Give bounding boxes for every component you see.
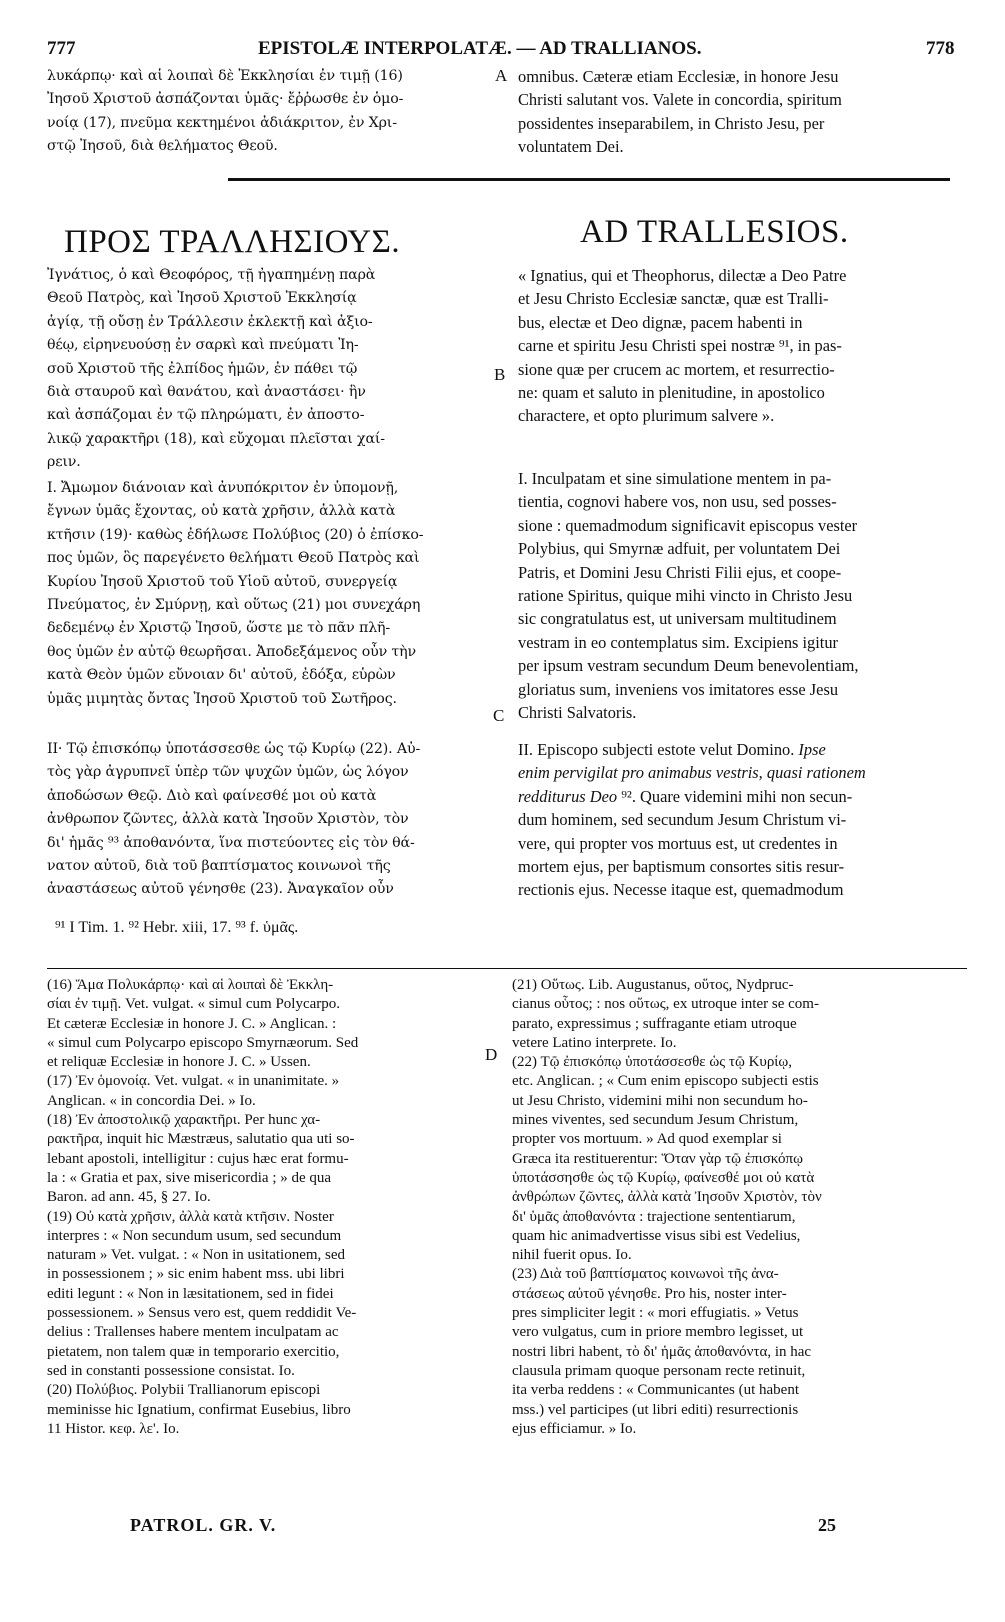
text-line: mines viventes, sed secundum Jesum Christum, bbox=[512, 1112, 799, 1129]
text-line: θος ὑμῶν ἐν αὐτῷ θεωρῆσαι. Ἀποδεξάμενος οὖν τὴν bbox=[47, 643, 416, 660]
text-line: 11 Histor. κεφ. λε'. Io. bbox=[47, 1420, 180, 1437]
top-latin-block bbox=[518, 65, 968, 159]
text-line: ἀνθρωπον ζῶντες, ἀλλὰ κατὰ Ἰησοῦν Χριστὸν, τὸν bbox=[47, 811, 409, 828]
text-line: Græca ita restituerentur: Ὅταν γὰρ τῷ ἐπισκόπῳ bbox=[512, 1150, 803, 1167]
intro-greek bbox=[47, 264, 512, 475]
text-line: Anglican. « in concordia Dei. » Io. bbox=[47, 1092, 256, 1109]
text-line: ρειν. bbox=[47, 454, 81, 471]
margin-mark-c: C bbox=[493, 706, 505, 725]
section2-greek bbox=[47, 738, 512, 902]
text-line: κτῆσιν (19)· καθὼς ἐδήλωσε Πολύβιος (20) ὁ ἐπίσκο- bbox=[47, 526, 424, 543]
text-line: vestram in eo contemplatus sim. Excipiens igitur bbox=[518, 632, 839, 652]
text-line: possidentes inseparabilem, in Christo Jesu, per bbox=[518, 113, 825, 133]
text-line: νοίᾳ (17), πνεῦμα κεκτημένοι ἀδιάκριτον, ἐν Χρι- bbox=[47, 114, 397, 131]
text-line: charactere, et opto plurimum salvere ». bbox=[518, 406, 775, 426]
separator-rule bbox=[228, 178, 950, 181]
text-line: (19) Οὐ κατὰ χρῆσιν, ἀλλὰ κατὰ κτῆσιν. Noster bbox=[47, 1208, 334, 1225]
text-line: ut Jesu Christo, videmini mihi non secundum ho- bbox=[512, 1092, 808, 1109]
text-line: II· Τῷ ἐπισκόπῳ ὑποτάσσεσθε ὡς τῷ Κυρίῳ (22). Αὐ- bbox=[47, 741, 421, 757]
footnotes-left bbox=[47, 976, 502, 1439]
text-line: σίαι ἐν τιμῇ. Vet. vulgat. « simul cum Polycarpo. bbox=[47, 996, 341, 1013]
text-line: λικῷ χαρακτῆρι (18), καὶ εὔχομαι πλεῖσται χαί- bbox=[47, 430, 385, 447]
footer-volume: PATROL. GR. V. bbox=[130, 1515, 277, 1535]
text-line: nihil fuerit opus. Io. bbox=[512, 1247, 632, 1264]
text-line: et Jesu Christo Ecclesiæ sanctæ, quæ est Tralli- bbox=[518, 289, 829, 309]
text-line: Christi salutant vos. Valete in concordia, spiritum bbox=[518, 90, 842, 110]
text-line: Κυρίου Ἰησοῦ Χριστοῦ τοῦ Υἱοῦ αὐτοῦ, συνεργείᾳ bbox=[47, 573, 398, 590]
text-line: parato, expressimus ; suffragante etiam utroque bbox=[512, 1015, 797, 1032]
text-line: quam hic animadvertisse visus sibi est Vedelius, bbox=[512, 1227, 801, 1244]
text-line: tientia, cognovi habere vos, non usu, sed posses- bbox=[518, 492, 837, 512]
text-line: II. Episcopo subjecti estote velut Domino. Ipse bbox=[518, 740, 826, 759]
text-line: dum hominem, sed secundum Jesum Christum vi- bbox=[518, 810, 847, 830]
text-line: voluntatem Dei. bbox=[518, 137, 624, 157]
text-line: possessionem. » Sensus vero est, quem reddidit Ve- bbox=[47, 1305, 357, 1322]
text-line: κατὰ Θεὸν ὑμῶν εὔνοιαν δι' αὐτοῦ, ἐδόξα, εὑρὼν bbox=[47, 667, 396, 684]
top-greek-block bbox=[47, 65, 512, 159]
margin-mark-b: B bbox=[494, 365, 506, 384]
text-line: λυκάρπῳ· καὶ αἱ λοιπαὶ δὲ Ἐκκλησίαι ἐν τιμῇ (16) bbox=[47, 68, 403, 84]
text-line: (22) Τῷ ἐπισκόπῳ ὑποτάσσεσθε ὡς τῷ Κυρίῳ, bbox=[512, 1054, 792, 1071]
text-line: bus, electæ et Deo dignæ, pacem habenti in bbox=[518, 312, 803, 332]
text-line: interpres : « Non secundum usum, sed secundum bbox=[47, 1227, 342, 1244]
scripture-notes: ⁹¹ I Tim. 1. ⁹² Hebr. xiii, 17. ⁹³ f. ὑμᾶς. bbox=[55, 919, 299, 936]
text-line: δι' ἡμᾶς ⁹³ ἀποθανόντα, ἵνα πιστεύοντες εἰς τὸν θά- bbox=[47, 834, 415, 851]
text-line: ὑμᾶς μιμητὰς ὄντας Ἰησοῦ Χριστοῦ τοῦ Σωτῆρος. bbox=[47, 690, 397, 707]
text-line: νατον αὐτοῦ, διὰ τοῦ βαπτίσματος κοινωνοὶ τῆς bbox=[47, 858, 391, 875]
text-line: Et cæteræ Ecclesiæ in honore J. C. » Anglican. : bbox=[47, 1015, 337, 1032]
text-line: ὑποτάσσησθε ὡς τῷ Κυρίῳ, φαίνεσθέ μοι οὐ κατὰ bbox=[512, 1169, 815, 1186]
text-line: meminisse hic Ignatium, confirmat Eusebius, libro bbox=[47, 1401, 351, 1418]
text-line: θέῳ, εἰρηνευούσῃ ἐν σαρκὶ καὶ πνεύματι Ἰη- bbox=[47, 337, 359, 354]
text-line: διὰ σταυροῦ καὶ θανάτου, καὶ ἀναστάσει· ἣν bbox=[47, 384, 366, 401]
footnotes-right bbox=[512, 976, 967, 1439]
margin-mark-a: A bbox=[495, 66, 508, 85]
section1-greek bbox=[47, 477, 512, 711]
text-line: carne et spiritu Jesu Christi spei nostræ ⁹¹, in pas- bbox=[518, 336, 842, 356]
text-line: ejus efficiamur. » Io. bbox=[512, 1420, 637, 1437]
text-line: pres simpliciter legit : « mori effugiatis. » Vetus bbox=[512, 1305, 799, 1322]
footer-signature: 25 bbox=[818, 1515, 836, 1535]
text-line: I. Ἄμωμον διάνοιαν καὶ ἀνυπόκριτον ἐν ὑπομονῇ, bbox=[47, 480, 399, 496]
text-line: Πνεύματος, ἐν Σμύρνῃ, καὶ οὕτως (21) μοι συνεχάρη bbox=[47, 597, 421, 614]
text-line: sic congratulatus est, ut universam multitudinem bbox=[518, 609, 837, 629]
text-line: sione quæ per crucem ac mortem, et resurrectio- bbox=[518, 359, 835, 379]
text-line: δεδεμένῳ ἐν Χριστῷ Ἰησοῦ, ὥστε με τὸ πᾶν πλῆ- bbox=[47, 620, 391, 637]
section2-latin bbox=[518, 738, 968, 902]
running-title: EPISTOLÆ INTERPOLATÆ. — AD TRALLIANOS. bbox=[258, 38, 702, 59]
section1-latin bbox=[518, 467, 968, 724]
text-line: ἀνθρώπων ζῶντες, ἀλλὰ κατὰ Ἰησοῦν Χριστὸν, τὸν bbox=[512, 1189, 822, 1206]
text-line: vere, qui propter vos mortuus est, ut credentes in bbox=[518, 833, 838, 853]
page-number-right: 778 bbox=[926, 38, 955, 59]
text-line: ita verba reddens : « Communicantes (ut habent bbox=[512, 1382, 799, 1399]
text-line: (23) Διὰ τοῦ βαπτίσματος κοινωνοὶ τῆς ἀνα- bbox=[512, 1266, 779, 1283]
text-line: nostri libri habent, τὸ δι' ἡμᾶς ἀποθανόντα, in hac bbox=[512, 1343, 812, 1360]
text-line: ἁγίᾳ, τῇ οὔσῃ ἐν Τράλλεσιν ἐκλεκτῇ καὶ ἀξιο- bbox=[47, 313, 373, 330]
text-line: et reliquæ Ecclesiæ in honore J. C. » Ussen. bbox=[47, 1054, 311, 1071]
text-line: vero vulgatus, cum in priore membro legisset, ut bbox=[512, 1324, 804, 1341]
margin-mark-d: D bbox=[485, 1045, 498, 1064]
greek-title: ΠΡΟΣ ΤΡΑΛΛΗΣΙΟΥΣ. bbox=[64, 224, 401, 260]
text-line: (17) Ἐν ὁμονοίᾳ. Vet. vulgat. « in unanimitate. » bbox=[47, 1073, 340, 1090]
page-number-left: 777 bbox=[47, 38, 76, 59]
text-line: Θεοῦ Πατρὸς, καὶ Ἰησοῦ Χριστοῦ Ἐκκλησίᾳ bbox=[47, 290, 357, 307]
text-line: enim pervigilat pro animabus vestris, quasi rationem bbox=[518, 763, 866, 783]
text-line: redditurus Deo ⁹². Quare videmini mihi non secun- bbox=[518, 786, 853, 806]
text-line: cianus οὗτος; : nos οὕτως, ex utroque inter se com- bbox=[512, 996, 819, 1013]
text-line: omnibus. Cæteræ etiam Ecclesiæ, in honore Jesu bbox=[518, 67, 839, 86]
text-line: la : « Gratia et pax, sive misericordia ; » de qua bbox=[47, 1169, 332, 1186]
text-line: mss.) vel participes (ut libri editi) resurrectionis bbox=[512, 1401, 799, 1418]
text-line: « Ignatius, qui et Theophorus, dilectæ a Deo Patre bbox=[518, 266, 847, 285]
text-line: Baron. ad ann. 45, § 27. Io. bbox=[47, 1189, 211, 1206]
text-line: ρακτῆρα, inquit hic Mæstræus, salutatio qua uti so- bbox=[47, 1131, 355, 1148]
text-line: vetere Latino interprete. Io. bbox=[512, 1034, 677, 1051]
text-line: clausula primam quoque personam recte retinuit, bbox=[512, 1362, 806, 1379]
text-line: Patris, et Domini Jesu Christi Filii ejus, et coope- bbox=[518, 562, 842, 582]
text-line: στῷ Ἰησοῦ, διὰ θελήματος Θεοῦ. bbox=[47, 138, 278, 155]
text-line: in possessionem ; » sic enim habent mss. ubi libri bbox=[47, 1266, 345, 1283]
text-line: (20) Πολύβιος. Polybii Trallianorum episcopi bbox=[47, 1382, 321, 1399]
text-line: καὶ ἀσπάζομαι ἐν τῷ πληρώματι, ἐν ἀποστο- bbox=[47, 407, 365, 424]
text-line: per ipsum vestram secundum Deum benevolentiam, bbox=[518, 656, 859, 676]
text-line: δι' ὑμᾶς ἀποθανόντα : trajectione sententiarum, bbox=[512, 1208, 796, 1225]
text-line: τὸς γὰρ ἀγρυπνεῖ ὑπὲρ τῶν ψυχῶν ὑμῶν, ὡς λόγον bbox=[47, 764, 409, 781]
text-line: propter vos mortuum. » Ad quod exemplar si bbox=[512, 1131, 782, 1148]
text-line: πος ὑμῶν, ὃς παρεγένετο θελήματι Θεοῦ Πατρὸς καὶ bbox=[47, 550, 420, 567]
text-line: ratione Spiritus, quique mihi vincto in Christo Jesu bbox=[518, 586, 853, 606]
text-line: (21) Οὕτως. Lib. Augustanus, οὕτος, Nydpruc- bbox=[512, 977, 794, 993]
text-line: « simul cum Polycarpo episcopo Smyrnæorum. Sed bbox=[47, 1034, 359, 1051]
text-line: sed in constanti possessione consistat. Io. bbox=[47, 1362, 295, 1379]
text-line: ne: quam et saluto in plenitudine, in apostolico bbox=[518, 383, 825, 403]
text-line: mortem ejus, per baptismum consortes sitis resur- bbox=[518, 857, 845, 877]
text-line: sione : quemadmodum significavit episcopus vester bbox=[518, 515, 858, 535]
text-line: ἀναστάσεως αὐτοῦ γένησθε (23). Ἀναγκαῖον οὖν bbox=[47, 881, 394, 898]
text-line: pietatem, non talem quæ in temporario exercitio, bbox=[47, 1343, 340, 1360]
text-line: rectionis ejus. Necesse itaque est, quemadmodum bbox=[518, 880, 844, 900]
text-line: σοῦ Χριστοῦ τῆς ἐλπίδος ἡμῶν, ἐν πάθει τῷ bbox=[47, 360, 358, 377]
text-line: Ἰησοῦ Χριστοῦ ἀσπάζονται ὑμᾶς· ἔῤῥωσθε ἐν ὁμο- bbox=[47, 91, 404, 108]
text-line: Polybius, qui Smyrnæ adfuit, per voluntatem Dei bbox=[518, 539, 841, 559]
text-line: etc. Anglican. ; « Cum enim episcopo subjecti estis bbox=[512, 1073, 819, 1090]
text-line: Christi Salvatoris. bbox=[518, 703, 637, 723]
latin-title: AD TRALLESIOS. bbox=[580, 214, 849, 250]
text-line: editi legunt : « Non in læsitationem, sed in fidei bbox=[47, 1285, 334, 1302]
notes-separator bbox=[47, 968, 967, 969]
text-line: Ἰγνάτιος, ὁ καὶ Θεοφόρος, τῇ ἠγαπημένῃ παρὰ bbox=[47, 267, 376, 283]
text-line: (18) Ἐν ἀποστολικῷ χαρακτῆρι. Per hunc χα- bbox=[47, 1112, 321, 1129]
text-line: naturam » Vet. vulgat. : « Non in usitationem, sed bbox=[47, 1247, 346, 1264]
text-line: ἀποδώσων Θεῷ. Διὸ καὶ φαίνεσθέ μοι οὐ κατὰ bbox=[47, 787, 377, 804]
text-line: ἔγνων ὑμᾶς ἔχοντας, οὐ κατὰ χρῆσιν, ἀλλὰ κατὰ bbox=[47, 503, 396, 520]
intro-latin bbox=[518, 264, 968, 428]
text-line: lebant apostoli, intelligitur : cujus hæc erat formu- bbox=[47, 1150, 349, 1167]
text-line: gloriatus sum, inveniens vos imitatores esse Jesu bbox=[518, 679, 839, 699]
text-line: στάσεως αὐτοῦ γένησθε. Pro his, noster inter- bbox=[512, 1285, 787, 1302]
text-line: I. Inculpatam et sine simulatione mentem in pa- bbox=[518, 469, 832, 488]
text-line: delius : Trallenses habere mentem inculpatam ac bbox=[47, 1324, 339, 1341]
text-line: (16) Ἅμα Πολυκάρπῳ· καὶ αἱ λοιπαὶ δὲ Ἐκκλη- bbox=[47, 977, 334, 993]
